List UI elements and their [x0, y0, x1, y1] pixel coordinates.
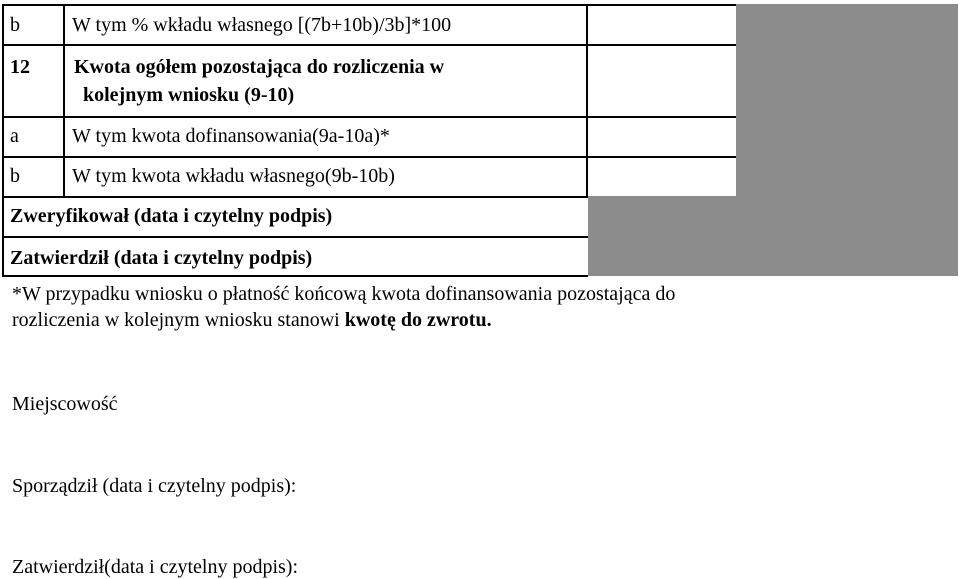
shaded-cell-row-b — [736, 156, 958, 196]
row-label-own-contribution-amount: W tym kwota wkładu własnego(9b-10b) — [72, 165, 395, 187]
table-border-row4 — [2, 196, 588, 198]
prepared-by-field-label: Sporządził (data i czytelny podpis): — [12, 475, 297, 497]
shaded-cell-row-12 — [736, 44, 958, 116]
footnote-line1: *W przypadku wniosku o płatność końcową kwota dofinansowania pozostająca do — [12, 283, 676, 305]
row-label-funding-amount: W tym kwota dofinansowania(9a-10a)* — [72, 125, 390, 147]
verified-label: Zweryfikował (data i czytelny podpis) — [10, 205, 333, 227]
row-label-own-contribution-percent: W tym % wkładu własnego [(7b+10b)/3b]*100 — [72, 14, 452, 36]
table-border-row3 — [2, 156, 736, 158]
row-id-12: 12 — [10, 56, 30, 78]
table-border-top — [2, 4, 736, 6]
shaded-cell-approved — [588, 236, 958, 276]
table-border-row2 — [2, 116, 736, 118]
approved-by-field-label: Zatwierdził(data i czytelny podpis): — [12, 556, 299, 578]
row-id-a: a — [10, 125, 19, 147]
approved-label: Zatwierdził (data i czytelny podpis) — [10, 247, 313, 269]
shaded-cell-row-a — [736, 116, 958, 156]
row-id-b: b — [10, 165, 20, 187]
row-id-b-top: b — [10, 14, 20, 36]
shaded-cell-row-b-top — [736, 4, 958, 44]
place-field-label: Miejscowość — [12, 393, 118, 415]
footnote-line2 — [12, 308, 492, 332]
table-border-row5 — [2, 236, 588, 238]
row-label-remaining-line1: Kwota ogółem pozostająca do rozliczenia w — [74, 56, 445, 78]
footnote-line2-text: rozliczenia w kolejnym wniosku stanowi — [12, 309, 345, 331]
row-label-remaining-line2: kolejnym wniosku (9-10) — [83, 84, 295, 106]
shaded-cell-verified — [588, 196, 958, 236]
table-border-col2 — [586, 4, 588, 196]
table-border-left — [2, 4, 4, 277]
table-border-row1 — [2, 44, 736, 46]
footnote-line2-bold: kwotę do zwrotu. — [344, 309, 492, 331]
table-border-bottom — [2, 275, 588, 277]
table-border-col1 — [63, 4, 65, 196]
